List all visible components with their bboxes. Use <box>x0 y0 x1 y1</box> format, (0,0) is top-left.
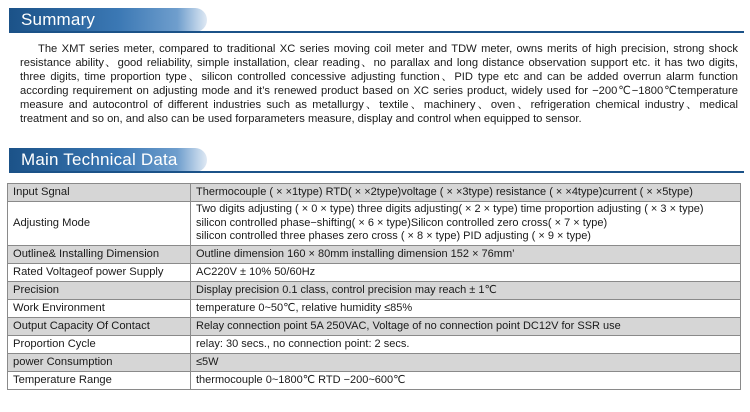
row-value-line: Two digits adjusting ( × 0 × type) three digits adjusting( × 2 × type) time proportion adjusting ( × 3 × type) <box>196 203 704 216</box>
row-label: Proportion Cycle <box>8 336 191 354</box>
row-value-line: silicon controlled phase−shifting( × 6 × type)Silicon controlled zero cross( × 7 × type) <box>196 216 608 229</box>
table-row <box>8 264 741 282</box>
row-label: Precision <box>8 282 191 300</box>
row-value: ≤5W <box>191 354 741 372</box>
row-label: Output Capacity Of Contact <box>8 318 191 336</box>
table-row <box>8 336 741 354</box>
table-row <box>8 184 741 202</box>
row-label: Adjusting Mode <box>8 202 191 246</box>
table-row <box>8 354 741 372</box>
tech-divider <box>9 171 744 173</box>
row-value: relay: 30 secs., no connection point: 2 secs. <box>191 336 741 354</box>
table-row <box>8 282 741 300</box>
row-label: Outline& Installing Dimension <box>8 246 191 264</box>
table-row <box>8 202 741 246</box>
row-label: power Consumption <box>8 354 191 372</box>
row-value: temperature 0~50℃, relative humidity ≤85% <box>191 300 741 318</box>
row-value: Display precision 0.1 class, control precision may reach ± 1℃ <box>191 282 741 300</box>
table-row <box>8 372 741 390</box>
row-value: Thermocouple ( × ×1type) RTD( × ×2type)voltage ( × ×3type) resistance ( × ×4type)current ( × ×5type) <box>191 184 741 202</box>
tech-heading-bar <box>9 148 207 172</box>
row-value: Outline dimension 160 × 80mm installing dimension 152 × 76mm’ <box>191 246 741 264</box>
tech-heading: Main Technical Data <box>21 150 178 169</box>
row-value: thermocouple 0~1800℃ RTD −200~600℃ <box>191 372 741 390</box>
summary-divider <box>9 31 744 33</box>
table-row <box>8 318 741 336</box>
table-row <box>8 300 741 318</box>
row-value: Relay connection point 5A 250VAC, Voltage of no connection point DC12V for SSR use <box>191 318 741 336</box>
summary-heading: Summary <box>21 10 96 29</box>
summary-heading-bar <box>9 8 207 32</box>
row-label: Rated Voltageof power Supply <box>8 264 191 282</box>
row-value: AC220V ± 10% 50/60Hz <box>191 264 741 282</box>
spec-table <box>7 183 741 390</box>
row-label: Temperature Range <box>8 372 191 390</box>
row-label: Input Sgnal <box>8 184 191 202</box>
row-value-line: silicon controlled three phases zero cross ( × 8 × type) PID adjusting ( × 9 × type) <box>196 230 591 243</box>
row-label: Work Environment <box>8 300 191 318</box>
summary-paragraph: The XMT series meter, compared to traditional XC series moving coil meter and TDW meter, owns merits of high precision, strong shock resistance ability、good reliability, simple installation, clear reading、no parallax and long distance observation support etc. it has two digits, three digits, time proportion type、silicon controlled concessive adjusting function、PID type etc and can be added overrun alarm function according requirement on adjusting mode and it’s renewed product based on XC series product, widely used for −200℃−1800℃temperature measure and autocontrol of different industries such as metallurgy、textile、machinery、oven、refrigeration chemical industry、medical treatment and so on, and also can be used forparameters measure, display and control when equipped to sensor. <box>20 43 738 125</box>
row-value <box>191 202 741 246</box>
table-row <box>8 246 741 264</box>
